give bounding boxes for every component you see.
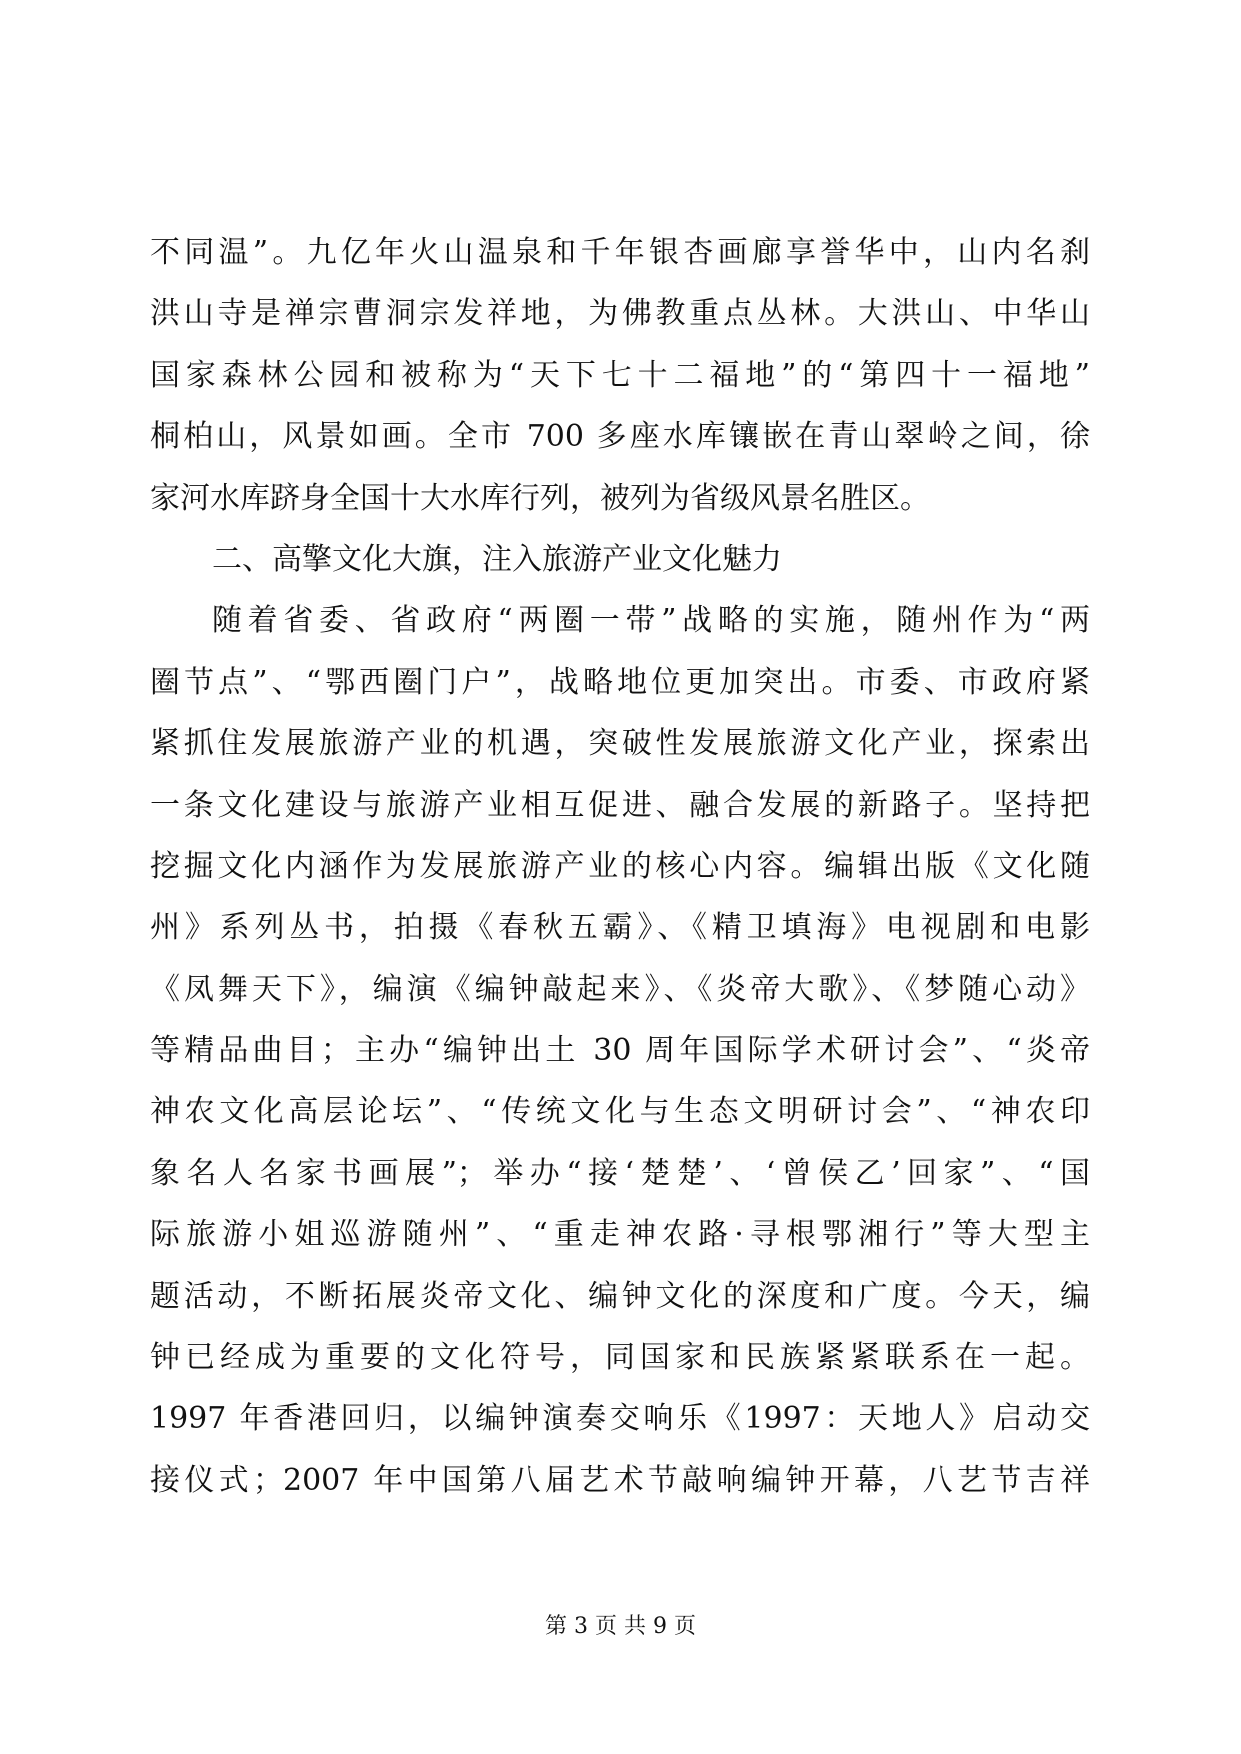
- text-line: 洪山寺是禅宗曹洞宗发祥地，为佛教重点丛林。大洪山、中华山: [150, 296, 1090, 332]
- section-heading: 二、高擎文化大旗，注入旅游产业文化魅力: [212, 541, 782, 577]
- text-line: 紧抓住发展旅游产业的机遇，突破性发展旅游文化产业，探索出: [150, 726, 1090, 762]
- text-line: 际旅游小姐巡游随州”、“重走神农路·寻根鄂湘行”等大型主: [150, 1217, 1090, 1253]
- text-line: 随着省委、省政府“两圈一带”战略的实施，随州作为“两: [212, 603, 1090, 639]
- text-line: 桐柏山，风景如画。全市 700 多座水库镶嵌在青山翠岭之间，徐: [150, 419, 1090, 455]
- text-line: 题活动，不断拓展炎帝文化、编钟文化的深度和广度。今天，编: [150, 1278, 1090, 1314]
- text-line: 圈节点”、“鄂西圈门户”，战略地位更加突出。市委、市政府紧: [150, 664, 1090, 700]
- text-line: 钟已经成为重要的文化符号，同国家和民族紧紧联系在一起。: [150, 1340, 1090, 1376]
- page-number-footer: 第 3 页 共 9 页: [545, 1614, 696, 1639]
- text-line: 神农文化高层论坛”、“传统文化与生态文明研讨会”、“神农印: [150, 1094, 1090, 1130]
- text-line: 接仪式；2007 年中国第八届艺术节敲响编钟开幕，八艺节吉祥: [150, 1462, 1090, 1498]
- text-line: 州》系列丛书，拍摄《春秋五霸》、《精卫填海》电视剧和电影: [150, 910, 1090, 946]
- text-line: 《凤舞天下》，编演《编钟敲起来》、《炎帝大歌》、《梦随心动》: [150, 971, 1090, 1007]
- text-line: 1997 年香港回归，以编钟演奏交响乐《1997：天地人》启动交: [150, 1401, 1090, 1437]
- text-line: 等精品曲目；主办“编钟出土 30 周年国际学术研讨会”、“炎帝: [150, 1033, 1090, 1069]
- text-line: 一条文化建设与旅游产业相互促进、融合发展的新路子。坚持把: [150, 787, 1090, 823]
- text-line: 不同温”。九亿年火山温泉和千年银杏画廊享誉华中，山内名刹: [150, 235, 1090, 270]
- text-line: 挖掘文化内涵作为发展旅游产业的核心内容。编辑出版《文化随: [150, 848, 1090, 884]
- body-text: [150, 222, 1090, 1511]
- text-line: 家河水库跻身全国十大水库行列，被列为省级风景名胜区。: [150, 480, 930, 516]
- text-line: 国家森林公园和被称为“天下七十二福地”的“第四十一福地”: [150, 357, 1090, 393]
- text-line: 象名人名家书画展”；举办“接‘楚楚’、‘曾侯乙’回家”、“国: [150, 1155, 1090, 1191]
